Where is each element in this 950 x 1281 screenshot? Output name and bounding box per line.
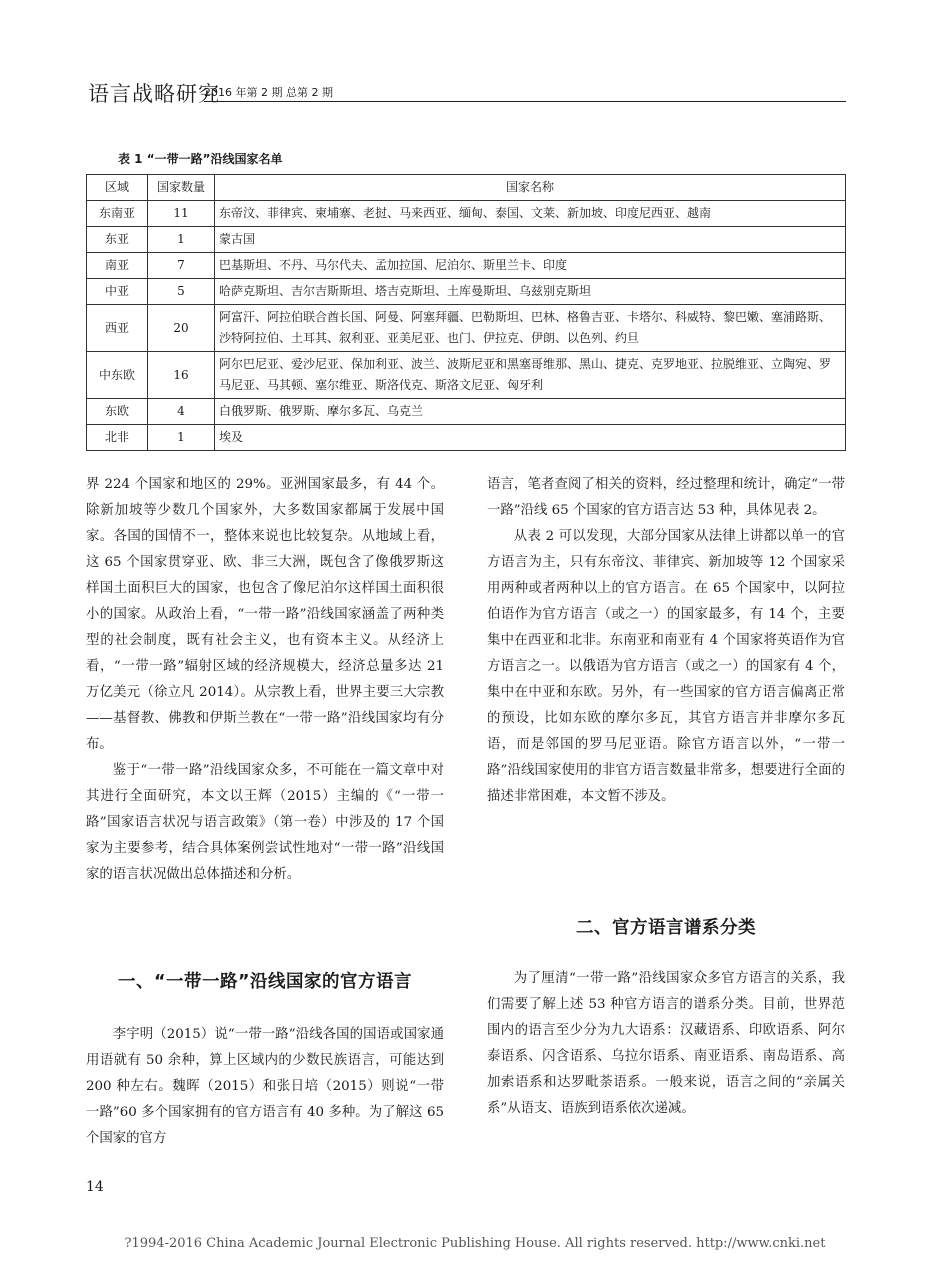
left-column-section1 xyxy=(86,1022,444,1152)
header-rule xyxy=(204,101,846,102)
region-cell: 东欧 xyxy=(87,399,148,425)
right-column xyxy=(487,472,845,810)
header-count: 国家数量 xyxy=(148,175,215,201)
names-cell: 哈萨克斯坦、吉尔吉斯斯坦、塔吉克斯坦、土库曼斯坦、乌兹别克斯坦 xyxy=(215,279,846,305)
names-cell: 埃及 xyxy=(215,425,846,451)
copyright-footer: ?1994-2016 China Academic Journal Electronic Publishing House. All rights reserved. http://www.cnki.net xyxy=(124,1236,826,1251)
body-paragraph: 语言，笔者查阅了相关的资料，经过整理和统计，确定“一带一路”沿线 65 个国家的官方语言达 53 种，具体见表 2。 xyxy=(487,477,845,518)
running-header xyxy=(88,78,846,106)
region-cell: 东南亚 xyxy=(87,201,148,227)
section-heading-1: 一、“一带一路”沿线国家的官方语言 xyxy=(117,972,412,992)
names-cell: 东帝汶、菲律宾、柬埔寨、老挝、马来西亚、缅甸、泰国、文莱、新加坡、印度尼西亚、越南 xyxy=(215,201,846,227)
header-region: 区域 xyxy=(87,175,148,201)
table-row xyxy=(87,279,846,305)
right-column-section2 xyxy=(487,966,845,1122)
count-cell: 5 xyxy=(148,279,215,305)
count-cell: 20 xyxy=(148,305,215,352)
count-cell: 4 xyxy=(148,399,215,425)
count-cell: 7 xyxy=(148,253,215,279)
names-cell: 白俄罗斯、俄罗斯、摩尔多瓦、乌克兰 xyxy=(215,399,846,425)
names-cell: 阿尔巴尼亚、爱沙尼亚、保加利亚、波兰、波斯尼亚和黑塞哥维那、黑山、捷克、克罗地亚、拉脱维亚、立陶宛、罗马尼亚、马其顿、塞尔维亚、斯洛伐克、斯洛文尼亚、匈牙利 xyxy=(215,352,846,399)
header-names: 国家名称 xyxy=(215,175,846,201)
table-row xyxy=(87,399,846,425)
table-row xyxy=(87,201,846,227)
country-table xyxy=(86,174,846,451)
table-header-row xyxy=(87,175,846,201)
page-number: 14 xyxy=(86,1179,104,1195)
count-cell: 1 xyxy=(148,425,215,451)
region-cell: 西亚 xyxy=(87,305,148,352)
journal-title: 语言战略研究 xyxy=(88,82,220,106)
region-cell: 中亚 xyxy=(87,279,148,305)
section-heading-2: 二、官方语言谱系分类 xyxy=(576,918,756,938)
names-cell: 蒙古国 xyxy=(215,227,846,253)
table-row xyxy=(87,352,846,399)
left-column xyxy=(86,472,444,888)
body-paragraph: 为了厘清“一带一路”沿线国家众多官方语言的关系，我们需要了解上述 53 种官方语言的谱系分类。目前，世界范围内的语言至少分为九大语系：汉藏语系、印欧语系、阿尔泰语系、闪含语系、乌拉尔语系、南亚语系、南岛语系、高加索语系和达罗毗荼语系。一般来说，语言之间的“亲属关系”从语支、语族到语系依次递减。 xyxy=(487,971,845,1116)
body-paragraph: 界 224 个国家和地区的 29%。亚洲国家最多，有 44 个。除新加坡等少数几个国家外，大多数国家都属于发展中国家。各国的国情不一，整体来说也比较复杂。从地域上看，这 65 个国家贯穿亚、欧、非三大洲，既包含了像俄罗斯这样国土面积巨大的国家，也包含了像尼泊尔这样国土面积很小的国家。从政治上看，“一带一路”沿线国家涵盖了两种类型的社会制度，既有社会主义，也有资本主义。从经济上看，“一带一路”辐射区域的经济规模大，经济总量多达 21 万亿美元（徐立凡 2014）。从宗教上看，世界主要三大宗教——基督教、佛教和伊斯兰教在“一带一路”沿线国家均有分布。 xyxy=(86,477,444,752)
table-caption: 表 1 “一带一路”沿线国家名单 xyxy=(118,152,283,166)
body-paragraph: 李宇明（2015）说“一带一路”沿线各国的国语或国家通用语就有 50 余种，算上区域内的少数民族语言，可能达到 200 种左右。魏晖（2015）和张日培（2015）则说“一带一路”60 多个国家拥有的官方语言有 40 多种。为了解这 65 个国家的官方 xyxy=(86,1027,444,1146)
body-paragraph: 鉴于“一带一路”沿线国家众多，不可能在一篇文章中对其进行全面研究，本文以王辉（2015）主编的《“一带一路”国家语言状况与语言政策》（第一卷）中涉及的 17 个国家为主要参考，结合具体案例尝试性地对“一带一路”沿线国家的语言状况做出总体描述和分析。 xyxy=(86,763,444,882)
body-paragraph: 从表 2 可以发现，大部分国家从法律上讲都以单一的官方语言为主，只有东帝汶、菲律宾、新加坡等 12 个国家采用两种或者两种以上的官方语言。在 65 个国家中，以阿拉伯语作为官方语言（或之一）的国家最多，有 14 个，主要集中在西亚和北非。东南亚和南亚有 4 个国家将英语作为官方语言之一。以俄语为官方语言（或之一）的国家有 4 个，集中在中亚和东欧。另外，有一些国家的官方语言偏离正常的预设，比如东欧的摩尔多瓦，其官方语言并非摩尔多瓦语，而是邻国的罗马尼亚语。除官方语言以外，“一带一路”沿线国家使用的非官方语言数量非常多，想要进行全面的描述非常困难，本文暂不涉及。 xyxy=(487,529,845,804)
table-row xyxy=(87,253,846,279)
table-row xyxy=(87,425,846,451)
count-cell: 11 xyxy=(148,201,215,227)
region-cell: 北非 xyxy=(87,425,148,451)
names-cell: 阿富汗、阿拉伯联合酋长国、阿曼、阿塞拜疆、巴勒斯坦、巴林、格鲁吉亚、卡塔尔、科威特、黎巴嫩、塞浦路斯、沙特阿拉伯、土耳其、叙利亚、亚美尼亚、也门、伊拉克、伊朗、以色列、约旦 xyxy=(215,305,846,352)
region-cell: 中东欧 xyxy=(87,352,148,399)
names-cell: 巴基斯坦、不丹、马尔代夫、孟加拉国、尼泊尔、斯里兰卡、印度 xyxy=(215,253,846,279)
table-row xyxy=(87,305,846,352)
region-cell: 东亚 xyxy=(87,227,148,253)
count-cell: 1 xyxy=(148,227,215,253)
region-cell: 南亚 xyxy=(87,253,148,279)
table-row xyxy=(87,227,846,253)
count-cell: 16 xyxy=(148,352,215,399)
issue-info: 2016 年第 2 期 总第 2 期 xyxy=(204,86,333,99)
